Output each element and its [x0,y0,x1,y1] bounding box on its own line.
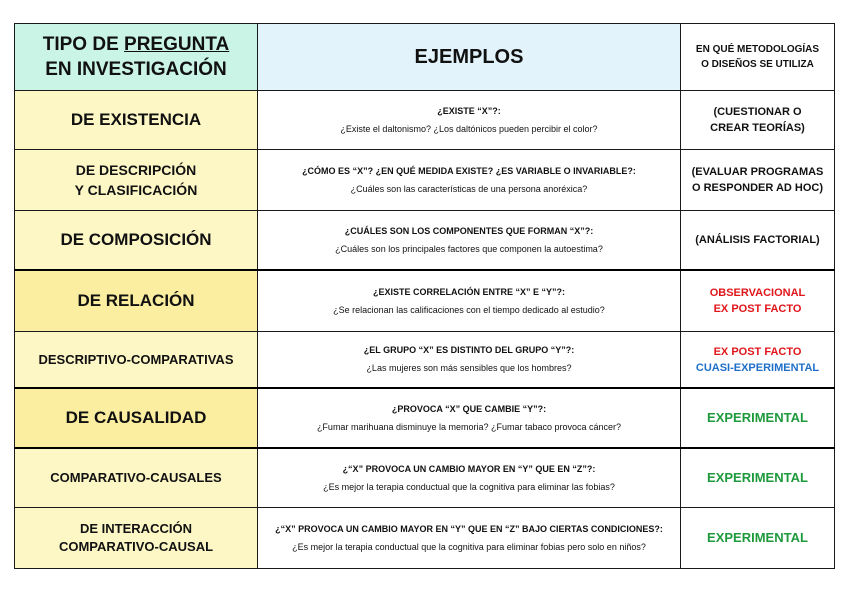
methods-cell [681,211,835,271]
example-cell [258,508,681,569]
methods-cell [681,448,835,508]
example-cell [258,91,681,150]
header-examples: EJEMPLOS [258,24,681,91]
header-type-prefix: TIPO DE [42,34,125,55]
header-question-type [15,24,258,91]
example-question: ¿CUÁLES SON LOS COMPONENTES QUE FORMAN “X”?: [344,225,594,236]
methods-line: CUASI-EXPERIMENTAL [695,361,820,374]
methods-line: (ANÁLISIS FACTORIAL) [695,234,820,246]
header-methods-line2: O DISEÑOS SE UTILIZA [701,59,814,70]
table-row [15,150,835,211]
example-sample: ¿Fumar marihuana disminuye la memoria? ¿Fumar tabaco provoca cáncer? [316,421,622,432]
example-sample: ¿Cuáles son los principales factores que componen la autoestima? [335,243,603,254]
methods-cell [681,508,835,569]
example-sample: ¿Las mujeres son más sensibles que los hombres? [366,363,572,373]
question-type-cell [15,91,258,150]
question-type-label: DE DESCRIPCIÓN [75,162,197,178]
methods-cell [681,332,835,389]
methods-cell [681,270,835,332]
question-type-label: DE CAUSALIDAD [65,408,207,427]
question-type-label: DESCRIPTIVO-COMPARATIVAS [38,351,234,367]
question-type-cell [15,508,258,569]
question-type-cell [15,270,258,332]
example-cell [258,270,681,332]
question-type-cell [15,211,258,271]
methods-line: CREAR TEORÍAS) [710,122,805,134]
methods-cell [681,388,835,448]
question-type-label: DE INTERACCIÓN [80,521,192,536]
table-row [15,508,835,569]
header-methods-line1: EN QUÉ METODOLOGÍAS [695,44,820,55]
example-sample: ¿Existe el daltonismo? ¿Los daltónicos pueden percibir el color? [340,123,598,134]
question-type-cell [15,332,258,389]
methods-cell [681,150,835,211]
methods-cell [681,91,835,150]
methods-line: EXPERIMENTAL [707,410,808,425]
example-cell [258,332,681,389]
table-row [15,211,835,271]
methods-line: (CUESTIONAR O [713,106,802,118]
example-sample: ¿Es mejor la terapia conductual que la cognitiva para eliminar fobias pero solo en niños? [292,541,646,552]
example-question: ¿EXISTE CORRELACIÓN ENTRE “X” E “Y”?: [372,286,565,297]
question-type-label: COMPARATIVO-CAUSAL [58,539,214,554]
example-cell [258,448,681,508]
header-methods [681,24,835,91]
question-type-label: DE EXISTENCIA [70,110,202,129]
question-type-cell [15,388,258,448]
example-sample: ¿Es mejor la terapia conductual que la cognitiva para eliminar las fobias? [323,481,615,492]
table-row [15,91,835,150]
methods-line: OBSERVACIONAL [709,287,806,299]
question-type-label: DE RELACIÓN [77,291,195,310]
example-question: ¿EXISTE “X”?: [437,105,501,116]
example-question: ¿PROVOCA “X” QUE CAMBIE “Y”?: [391,403,547,414]
example-sample: ¿Cuáles son las características de una persona anoréxica? [350,183,588,194]
question-type-label: COMPARATIVO-CAUSALES [50,470,222,485]
table-row [15,270,835,332]
methods-line: (EVALUAR PROGRAMAS [691,166,824,178]
example-question: ¿“X” PROVOCA UN CAMBIO MAYOR EN “Y” QUE EN “Z”?: [342,463,596,474]
question-type-cell [15,448,258,508]
example-cell [258,150,681,211]
research-question-table [14,23,835,569]
header-row [15,24,835,91]
example-question: ¿“X” PROVOCA UN CAMBIO MAYOR EN “Y” QUE EN “Z” BAJO CIERTAS CONDICIONES?: [275,523,663,534]
table-row [15,332,835,389]
example-question: ¿EL GRUPO “X” ES DISTINTO DEL GRUPO “Y”?: [363,345,575,355]
methods-line: O RESPONDER AD HOC) [692,182,823,194]
question-type-label: Y CLASIFICACIÓN [74,182,198,198]
header-type-line2: EN INVESTIGACIÓN [45,59,227,80]
example-cell [258,211,681,271]
methods-line: EX POST FACTO [713,345,802,358]
table-row [15,388,835,448]
example-cell [258,388,681,448]
example-sample: ¿Se relacionan las calificaciones con el tiempo dedicado al estudio? [333,304,605,315]
header-type-underlined: PREGUNTA [124,34,230,55]
question-type-label: DE COMPOSICIÓN [60,230,212,249]
example-question: ¿CÓMO ES “X”? ¿EN QUÉ MEDIDA EXISTE? ¿ES VARIABLE O INVARIABLE?: [302,165,636,176]
question-type-cell [15,150,258,211]
methods-line: EXPERIMENTAL [707,470,808,485]
methods-line: EXPERIMENTAL [707,530,808,545]
table-row [15,448,835,508]
methods-line: EX POST FACTO [713,303,802,315]
